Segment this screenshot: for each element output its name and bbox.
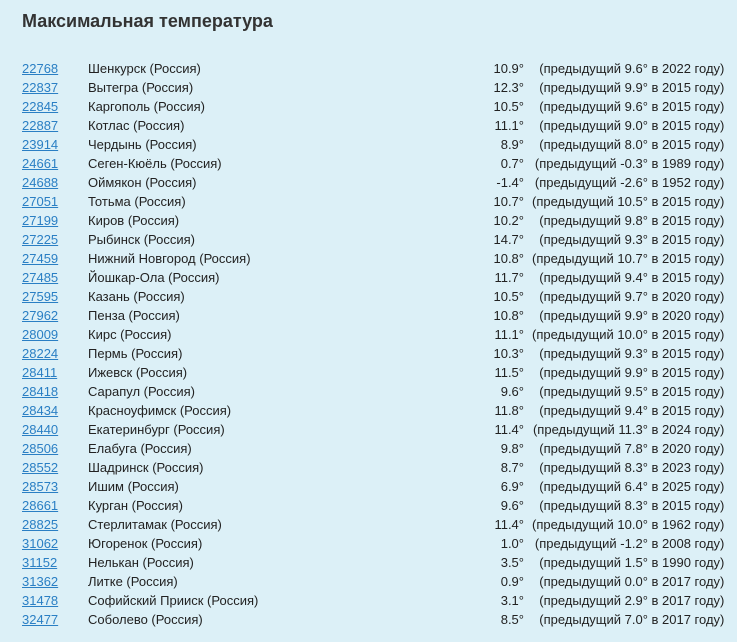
station-code-link[interactable]: 32477	[22, 612, 59, 627]
max-temperature-value: 14.7°	[493, 232, 524, 247]
previous-record: (предыдущий 10.7° в 2015 году)	[532, 251, 725, 266]
station-code-link[interactable]: 27962	[22, 308, 59, 323]
station-code-link[interactable]: 24688	[22, 175, 59, 190]
table-row	[22, 230, 724, 249]
station-code-link[interactable]: 28224	[22, 346, 59, 361]
previous-record: (предыдущий 7.0° в 2017 году)	[539, 612, 725, 627]
station-code-cell	[22, 287, 88, 306]
max-temperature-value: 3.5°	[500, 555, 524, 570]
table-row	[22, 401, 724, 420]
max-temperature-value: 11.5°	[494, 365, 524, 380]
station-code-link[interactable]: 28411	[22, 365, 58, 380]
station-name: Нелькан (Россия)	[88, 555, 194, 570]
station-name: Вытегра (Россия)	[88, 80, 194, 95]
station-name: Сарапул (Россия)	[88, 384, 195, 399]
station-code-link[interactable]: 22887	[22, 118, 59, 133]
max-temperature-value: 11.1°	[494, 327, 524, 342]
station-code-link[interactable]: 28440	[22, 422, 59, 437]
previous-record: (предыдущий 9.4° в 2015 году)	[539, 270, 725, 285]
station-code-link[interactable]: 27485	[22, 270, 59, 285]
station-code-link[interactable]: 31478	[22, 593, 59, 608]
station-code-link[interactable]: 31152	[22, 555, 58, 570]
station-code-cell	[22, 439, 88, 458]
station-code-link[interactable]: 24661	[22, 156, 59, 171]
station-name: Кирс (Россия)	[88, 327, 172, 342]
station-code-cell	[22, 515, 88, 534]
station-name: Литке (Россия)	[88, 574, 178, 589]
station-code-cell	[22, 192, 88, 211]
table-row	[22, 477, 724, 496]
station-code-cell	[22, 572, 88, 591]
station-name: Ишим (Россия)	[88, 479, 179, 494]
station-code-link[interactable]: 28009	[22, 327, 59, 342]
station-name: Рыбинск (Россия)	[88, 232, 195, 247]
max-temperature-value: 11.8°	[494, 403, 524, 418]
previous-record: (предыдущий 8.0° в 2015 году)	[539, 137, 725, 152]
max-temperature-value: 11.4°	[494, 517, 524, 532]
table-row	[22, 59, 724, 78]
max-temperature-value: 6.9°	[500, 479, 524, 494]
max-temperature-value: 10.7°	[493, 194, 524, 209]
previous-record: (предыдущий 9.0° в 2015 году)	[539, 118, 725, 133]
max-temperature-value: -1.4°	[496, 175, 524, 190]
table-row	[22, 173, 724, 192]
table-row	[22, 553, 724, 572]
station-code-cell	[22, 363, 88, 382]
max-temperature-value: 1.0°	[500, 536, 524, 551]
previous-record: (предыдущий 9.6° в 2022 году)	[539, 61, 725, 76]
max-temperature-value: 9.6°	[500, 498, 524, 513]
max-temperature-value: 12.3°	[493, 80, 524, 95]
station-code-cell	[22, 458, 88, 477]
table-row	[22, 306, 724, 325]
station-name: Стерлитамак (Россия)	[88, 517, 222, 532]
previous-record: (предыдущий 11.3° в 2024 году)	[532, 422, 725, 437]
table-row	[22, 154, 724, 173]
max-temperature-value: 10.5°	[493, 289, 524, 304]
station-name: Киров (Россия)	[88, 213, 180, 228]
station-name: Шадринск (Россия)	[88, 460, 204, 475]
station-name: Тотьма (Россия)	[88, 194, 186, 209]
station-code-cell	[22, 382, 88, 401]
previous-record: (предыдущий 6.4° в 2025 году)	[539, 479, 725, 494]
station-table	[22, 59, 724, 629]
station-code-link[interactable]: 22768	[22, 61, 59, 76]
station-code-link[interactable]: 22837	[22, 80, 59, 95]
previous-record: (предыдущий 8.3° в 2015 году)	[539, 498, 725, 513]
station-code-link[interactable]: 27199	[22, 213, 59, 228]
max-temperature-value: 8.5°	[500, 612, 524, 627]
table-row	[22, 287, 724, 306]
table-row	[22, 439, 724, 458]
station-code-cell	[22, 59, 88, 78]
station-name: Котлас (Россия)	[88, 118, 185, 133]
previous-record: (предыдущий -1.2° в 2008 году)	[534, 536, 725, 551]
table-row	[22, 116, 724, 135]
max-temperature-value: 9.8°	[500, 441, 524, 456]
station-name: Екатеринбург (Россия)	[88, 422, 225, 437]
station-code-cell	[22, 78, 88, 97]
table-row	[22, 211, 724, 230]
station-code-cell	[22, 135, 88, 154]
station-name: Елабуга (Россия)	[88, 441, 192, 456]
station-code-link[interactable]: 28434	[22, 403, 59, 418]
station-code-cell	[22, 116, 88, 135]
station-name: Пенза (Россия)	[88, 308, 180, 323]
station-code-link[interactable]: 27459	[22, 251, 59, 266]
station-name: Югоренок (Россия)	[88, 536, 203, 551]
station-name: Ижевск (Россия)	[88, 365, 188, 380]
station-code-link[interactable]: 28661	[22, 498, 59, 513]
previous-record: (предыдущий 2.9° в 2017 году)	[539, 593, 725, 608]
table-row	[22, 572, 724, 591]
station-code-link[interactable]: 27225	[22, 232, 59, 247]
previous-record: (предыдущий -2.6° в 1952 году)	[534, 175, 725, 190]
max-temperature-value: 11.4°	[494, 422, 524, 437]
station-name: Соболево (Россия)	[88, 612, 203, 627]
page-title: Максимальная температура	[22, 11, 273, 31]
table-row	[22, 420, 724, 439]
table-row	[22, 268, 724, 287]
station-code-cell	[22, 306, 88, 325]
station-code-cell	[22, 325, 88, 344]
station-name: Йошкар-Ола (Россия)	[88, 270, 220, 285]
previous-record: (предыдущий 10.0° в 1962 году)	[532, 517, 725, 532]
previous-record: (предыдущий 9.8° в 2015 году)	[539, 213, 725, 228]
table-row	[22, 610, 724, 629]
station-name: Красноуфимск (Россия)	[88, 403, 232, 418]
station-code-cell	[22, 420, 88, 439]
table-row	[22, 325, 724, 344]
station-code-cell	[22, 344, 88, 363]
station-name: Чердынь (Россия)	[88, 137, 197, 152]
max-temperature-value: 9.6°	[500, 384, 524, 399]
previous-record: (предыдущий 0.0° в 2017 году)	[539, 574, 725, 589]
table-row	[22, 249, 724, 268]
station-name: Софийский Прииск (Россия)	[88, 593, 259, 608]
previous-record: (предыдущий 10.5° в 2015 году)	[532, 194, 725, 209]
previous-record: (предыдущий 9.7° в 2020 году)	[539, 289, 725, 304]
station-name: Каргополь (Россия)	[88, 99, 205, 114]
station-code-link[interactable]: 27595	[22, 289, 59, 304]
max-temperature-value: 10.5°	[493, 99, 524, 114]
previous-record: (предыдущий 9.9° в 2015 году)	[539, 80, 725, 95]
station-code-link[interactable]: 22845	[22, 99, 59, 114]
table-row	[22, 135, 724, 154]
station-code-cell	[22, 496, 88, 515]
max-temperature-value: 8.7°	[500, 460, 524, 475]
station-code-link[interactable]: 31062	[22, 536, 59, 551]
station-name: Шенкурск (Россия)	[88, 61, 201, 76]
station-code-link[interactable]: 31362	[22, 574, 59, 589]
previous-record: (предыдущий 9.9° в 2020 году)	[539, 308, 725, 323]
previous-record: (предыдущий 9.3° в 2015 году)	[539, 232, 725, 247]
station-code-link[interactable]: 28418	[22, 384, 59, 399]
station-code-link[interactable]: 27051	[22, 194, 59, 209]
station-code-link[interactable]: 28825	[22, 517, 59, 532]
max-temperature-value: 11.7°	[494, 270, 524, 285]
previous-record: (предыдущий 8.3° в 2023 году)	[539, 460, 725, 475]
previous-record: (предыдущий 9.9° в 2015 году)	[539, 365, 725, 380]
station-name: Курган (Россия)	[88, 498, 183, 513]
station-code-cell	[22, 477, 88, 496]
table-row	[22, 363, 724, 382]
table-row	[22, 534, 724, 553]
table-row	[22, 496, 724, 515]
previous-record: (предыдущий 9.4° в 2015 году)	[539, 403, 725, 418]
station-code-cell	[22, 154, 88, 173]
station-table-body	[22, 59, 724, 629]
station-code-cell	[22, 173, 88, 192]
station-code-cell	[22, 97, 88, 116]
station-code-cell	[22, 401, 88, 420]
station-code-link[interactable]: 28573	[22, 479, 59, 494]
station-name: Казань (Россия)	[88, 289, 185, 304]
station-name: Пермь (Россия)	[88, 346, 183, 361]
previous-record: (предыдущий -0.3° в 1989 году)	[534, 156, 725, 171]
previous-record: (предыдущий 9.6° в 2015 году)	[539, 99, 725, 114]
station-code-cell	[22, 211, 88, 230]
table-row	[22, 515, 724, 534]
station-code-cell	[22, 610, 88, 629]
max-temperature-value: 8.9°	[500, 137, 524, 152]
station-code-link[interactable]: 28506	[22, 441, 59, 456]
station-code-cell	[22, 249, 88, 268]
table-row	[22, 591, 724, 610]
previous-record: (предыдущий 7.8° в 2020 году)	[539, 441, 725, 456]
max-temperature-value: 11.1°	[494, 118, 524, 133]
station-name: Нижний Новгород (Россия)	[88, 251, 251, 266]
station-code-link[interactable]: 28552	[22, 460, 59, 475]
table-row	[22, 344, 724, 363]
table-row	[22, 97, 724, 116]
station-code-cell	[22, 230, 88, 249]
previous-record: (предыдущий 9.3° в 2015 году)	[539, 346, 725, 361]
max-temperature-value: 3.1°	[500, 593, 524, 608]
max-temperature-value: 10.9°	[493, 61, 524, 76]
station-code-cell	[22, 268, 88, 287]
previous-record: (предыдущий 10.0° в 2015 году)	[532, 327, 725, 342]
table-row	[22, 78, 724, 97]
previous-record: (предыдущий 1.5° в 1990 году)	[539, 555, 725, 570]
max-temperature-value: 10.2°	[493, 213, 524, 228]
max-temperature-value: 10.8°	[493, 308, 524, 323]
station-name: Оймякон (Россия)	[88, 175, 197, 190]
previous-record: (предыдущий 9.5° в 2015 году)	[539, 384, 725, 399]
station-code-link[interactable]: 23914	[22, 137, 59, 152]
station-code-cell	[22, 553, 88, 572]
max-temperature-value: 0.9°	[500, 574, 524, 589]
station-code-cell	[22, 534, 88, 553]
max-temperature-value: 10.8°	[493, 251, 524, 266]
table-row	[22, 382, 724, 401]
max-temperature-value: 0.7°	[500, 156, 524, 171]
station-code-cell	[22, 591, 88, 610]
max-temperature-value: 10.3°	[493, 346, 524, 361]
table-row	[22, 458, 724, 477]
table-row	[22, 192, 724, 211]
station-name: Сеген-Кюёль (Россия)	[88, 156, 222, 171]
